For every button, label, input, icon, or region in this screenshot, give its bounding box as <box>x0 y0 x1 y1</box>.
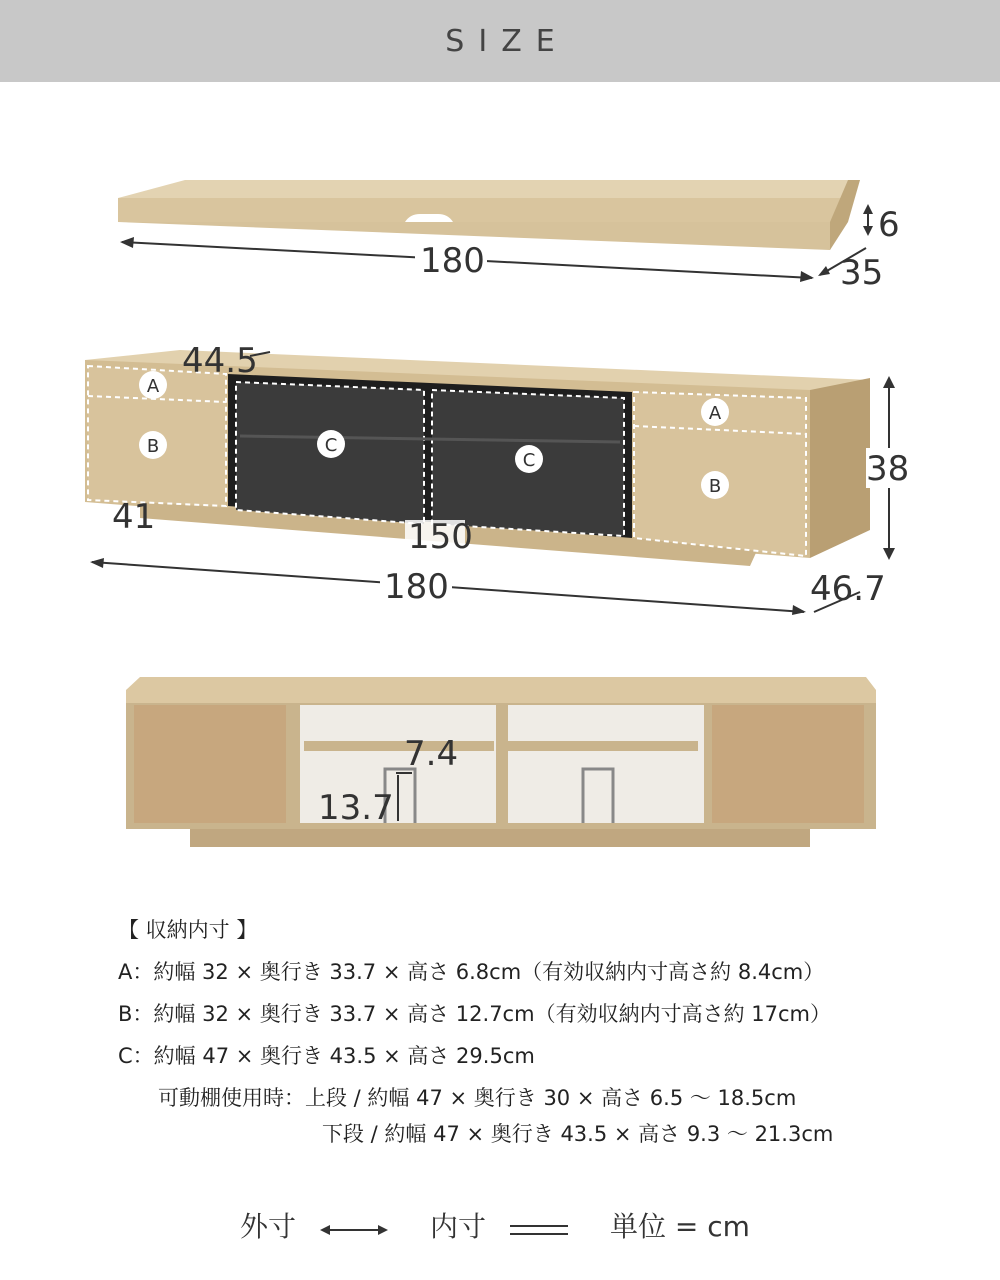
thickness-head-top <box>863 204 873 214</box>
back-left-panel <box>134 705 286 823</box>
thickness-head-bottom <box>863 226 873 236</box>
storage-line-lower: 下段 / 約幅 47 × 奥行き 43.5 × 高さ 9.3 ～ 21.3cm <box>322 1122 834 1146</box>
top-board-diagram <box>0 160 1000 300</box>
lower-gap-label: 13.7 <box>318 788 394 828</box>
double-line-icon <box>508 1220 570 1240</box>
label-c-right: C <box>522 450 536 471</box>
label-a-right: A <box>708 403 722 424</box>
depth-head <box>818 266 830 276</box>
storage-line-upper: 可動棚使用時：上段 / 約幅 47 × 奥行き 30 × 高さ 6.5 ～ 18.5cm <box>158 1086 797 1110</box>
page-title: SIZE <box>445 23 569 59</box>
overall-arrow-head-right <box>792 605 806 615</box>
top-depth-label: 44.5 <box>182 341 258 381</box>
inner-width-label: 150 <box>408 517 473 557</box>
back-top <box>126 677 876 703</box>
storage-line-b: B：約幅 32 × 奥行き 33.7 × 高さ 12.7cm（有効収納内寸高さ約 17cm） <box>118 1002 831 1026</box>
label-a-left: A <box>146 376 160 397</box>
height-label: 38 <box>866 449 910 489</box>
label-b-left: B <box>146 436 160 457</box>
board-front-edge <box>118 198 848 222</box>
left-depth-label: 41 <box>112 497 156 537</box>
board-depth-label: 35 <box>840 253 884 293</box>
back-open-right <box>508 705 704 823</box>
back-shelf-left <box>304 741 494 751</box>
storage-heading: 【 収納内寸 】 <box>118 918 258 942</box>
page-header <box>0 0 1000 82</box>
arrow-head-left <box>120 237 134 248</box>
double-arrow-icon <box>318 1220 390 1240</box>
board-thickness-label: 6 <box>878 205 900 245</box>
back-view-diagram <box>0 675 1000 855</box>
legend-inner-label: 内寸 <box>430 1210 487 1243</box>
arrow-head-right <box>800 271 814 282</box>
legend-unit-label: 単位 = cm <box>610 1210 750 1243</box>
overall-width-label: 180 <box>384 567 449 607</box>
cabinet-side <box>810 378 870 558</box>
shelf-gap-label: 7.4 <box>404 734 459 774</box>
height-head-bottom <box>883 548 895 560</box>
storage-line-a: A：約幅 32 × 奥行き 33.7 × 高さ 6.8cm（有効収納内寸高さ約 8.4cm） <box>118 960 825 984</box>
storage-line-c: C：約幅 47 × 奥行き 43.5 × 高さ 29.5cm <box>118 1044 535 1068</box>
legend-outer <box>240 1205 296 1245</box>
height-head-top <box>883 376 895 388</box>
legend-outer-label: 外寸 <box>240 1210 297 1243</box>
back-right-panel <box>712 705 864 823</box>
overall-depth-label: 46.7 <box>810 569 886 609</box>
label-b-right: B <box>708 476 722 497</box>
legend-inner <box>430 1205 486 1245</box>
back-shelf-right <box>508 741 698 751</box>
legend-unit <box>610 1205 750 1245</box>
back-plinth <box>190 829 810 847</box>
label-c-left: C <box>324 435 338 456</box>
board-width-label: 180 <box>420 241 485 281</box>
front-view-diagram <box>0 330 1000 630</box>
